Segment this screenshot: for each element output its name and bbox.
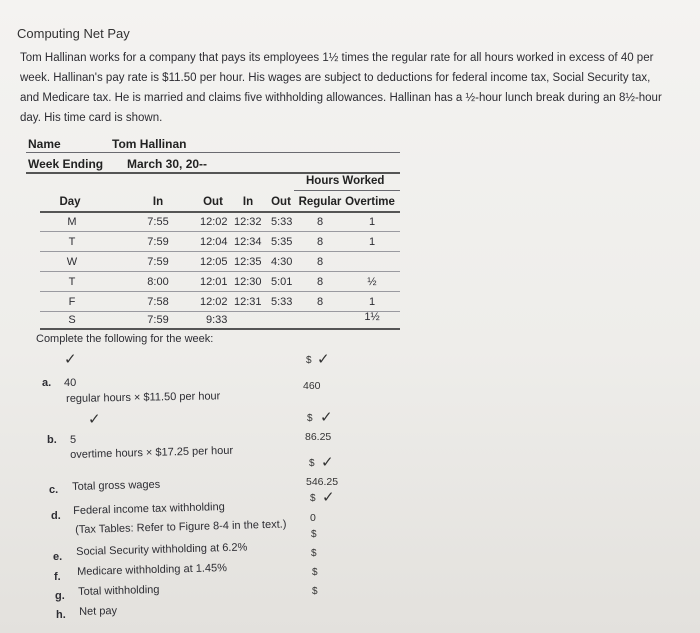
col-in2-header: In [242, 196, 254, 208]
item-e-text: Social Security withholding at 6.2% [76, 541, 248, 558]
col-out1-header: Out [203, 196, 223, 208]
row-divider [40, 291, 400, 292]
table-row-day: T [68, 276, 76, 288]
dollar-sign: $ [312, 567, 318, 578]
table-row-out2: 5:33 [271, 296, 293, 308]
week-ending-label: Week Ending [28, 157, 104, 171]
check-mark-icon: ✓ [317, 351, 330, 368]
week-ending-value: March 30, 20-- [127, 157, 208, 171]
table-row-day: T [68, 236, 76, 248]
table-row-out1: 12:04 [200, 236, 228, 248]
row-divider [40, 311, 400, 312]
item-h-letter: h. [56, 609, 66, 621]
dollar-sign: $ [312, 586, 318, 597]
item-c-letter: c. [49, 484, 59, 496]
item-a-hours: 40 [64, 377, 77, 389]
table-row-regular: 8 [316, 236, 324, 248]
table-row-in1: 7:59 [147, 236, 169, 248]
table-row-regular: 8 [316, 296, 324, 308]
table-row-regular: 8 [316, 256, 324, 268]
col-out2-header: Out [271, 196, 291, 208]
table-row-in1: 7:59 [147, 256, 169, 268]
item-a-text: regular hours × $11.50 per hour [66, 390, 221, 405]
name-label: Name [28, 137, 61, 151]
item-b-text: overtime hours × $17.25 per hour [70, 444, 234, 461]
dollar-sign: $ [310, 493, 316, 504]
item-d-letter: d. [51, 510, 61, 522]
table-row-day: W [66, 256, 78, 268]
item-b-answer: 86.25 [305, 431, 332, 443]
problem-description: Tom Hallinan works for a company that pays its employees 1½ times the regular rate for all hours worked in excess of 40 per week. Hallinan's pay rate is $11.50 per hour. His wages are subject to deductions for federal income tax, Social Security tax, and Medicare tax. He is married and claims five withholding allowances. Hallinan has a ½-hour lunch break during an 8½-hour day. His time card is shown. [20, 52, 662, 124]
hours-worked-header: Hours Worked [306, 175, 385, 187]
table-row-out1: 12:02 [200, 296, 228, 308]
row-divider [40, 271, 400, 272]
table-row-overtime: ½ [367, 276, 377, 288]
table-row-day: M [67, 216, 77, 228]
dollar-sign: $ [311, 529, 317, 540]
table-row-overtime: 1½ [364, 311, 380, 323]
item-a-letter: a. [42, 377, 52, 389]
instructions: Complete the following for the week: [36, 333, 214, 345]
item-f-text: Medicare withholding at 1.45% [77, 562, 228, 578]
item-c-answer: 546.25 [306, 476, 339, 488]
table-header-rule [40, 211, 400, 213]
row-divider [40, 231, 400, 232]
item-g-text: Total withholding [78, 583, 160, 598]
col-regular-header: Regular [298, 196, 342, 208]
table-row-in2: 12:32 [234, 216, 262, 228]
dollar-sign: $ [306, 355, 312, 366]
row-divider [40, 251, 400, 252]
table-row-in1: 8:00 [147, 276, 169, 288]
item-d-answer: 0 [310, 512, 316, 524]
table-row-in2: 12:31 [234, 296, 262, 308]
col-day-header: Day [59, 196, 81, 208]
check-mark-icon: ✓ [321, 454, 334, 471]
table-row-out1: 9:33 [206, 314, 228, 326]
table-row-out2: 4:30 [271, 256, 293, 268]
dollar-sign: $ [311, 548, 317, 559]
table-row-day: S [68, 314, 76, 326]
dollar-sign: $ [309, 458, 315, 469]
name-rule [26, 152, 400, 153]
item-d-text: Federal income tax withholding [73, 501, 225, 517]
table-row-in2: 12:34 [234, 236, 262, 248]
table-row-out1: 12:01 [200, 276, 228, 288]
table-row-in2: 12:30 [234, 276, 262, 288]
table-bottom-rule [40, 328, 400, 330]
table-row-day: F [68, 296, 76, 308]
table-row-in1: 7:59 [147, 314, 169, 326]
table-row-regular: 8 [316, 216, 324, 228]
table-row-in1: 7:55 [147, 216, 169, 228]
check-mark-icon: ✓ [320, 409, 333, 426]
table-row-overtime: 1 [368, 216, 376, 228]
table-row-out2: 5:01 [271, 276, 293, 288]
item-d-subtext: (Tax Tables: Refer to Figure 8-4 in the text.) [75, 518, 287, 536]
item-f-letter: f. [54, 571, 61, 583]
table-row-out1: 12:02 [200, 216, 228, 228]
table-row-overtime: 1 [368, 296, 376, 308]
table-row-out2: 5:33 [271, 216, 293, 228]
item-c-text: Total gross wages [72, 478, 161, 493]
item-g-letter: g. [55, 590, 65, 602]
dollar-sign: $ [307, 413, 313, 424]
table-row-out1: 12:05 [200, 256, 228, 268]
item-b-letter: b. [47, 434, 57, 446]
item-b-hours: 5 [70, 434, 77, 446]
col-in1-header: In [152, 196, 164, 208]
check-mark-icon: ✓ [88, 411, 101, 428]
table-row-overtime: 1 [368, 236, 376, 248]
table-row-in1: 7:58 [147, 296, 169, 308]
item-a-answer: 460 [303, 380, 321, 392]
name-value: Tom Hallinan [112, 137, 187, 151]
col-overtime-header: Overtime [345, 196, 395, 208]
item-h-text: Net pay [79, 605, 118, 618]
table-row-regular: 8 [316, 276, 324, 288]
header-rule [26, 172, 400, 174]
table-row-in2: 12:35 [234, 256, 262, 268]
check-mark-icon: ✓ [64, 351, 77, 368]
table-row-out2: 5:35 [271, 236, 293, 248]
check-mark-icon: ✓ [322, 489, 335, 506]
page-title: Computing Net Pay [17, 26, 130, 41]
item-e-letter: e. [53, 551, 63, 563]
hours-worked-rule [294, 190, 400, 191]
